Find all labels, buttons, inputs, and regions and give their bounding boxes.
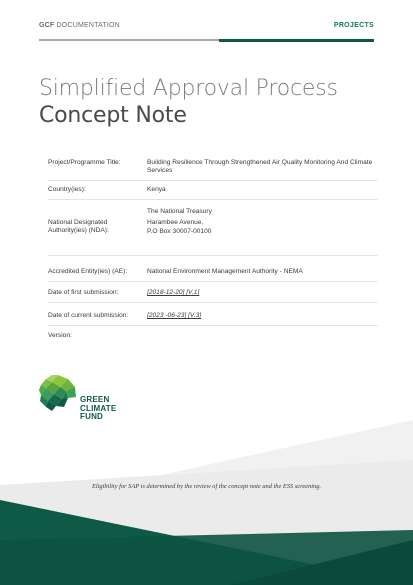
wordmark-line-green: GREEN (80, 395, 110, 404)
divider (48, 302, 378, 303)
footer-decoration (0, 420, 413, 585)
doc-category (39, 22, 120, 29)
divider (48, 180, 378, 181)
wordmark-line-climate: CLIMATE (80, 403, 117, 413)
divider (48, 255, 378, 256)
current-submission-value: [2023 -06-23] [V.3] (147, 312, 202, 319)
wordmark-line-fund: FUND (80, 412, 104, 421)
divider (48, 281, 378, 282)
gcf-wordmark (80, 396, 116, 422)
doc-category-bold: GCF (39, 22, 55, 29)
ae-value: National Environment Management Authority - NEMA (147, 268, 303, 275)
first-submission-label: Date of first submission: (48, 289, 119, 296)
divider (48, 199, 378, 200)
countries-label: Country(ies): (48, 186, 86, 193)
doc-category-rest: DOCUMENTATION (54, 22, 120, 29)
current-submission-label: Date of current submission: (48, 312, 129, 319)
sap-eligibility-note: Eligibility for SAP is determined by the review of the concept note and the ESS screening. (91, 483, 322, 490)
ae-label: Accredited Entity(ies) (AE): (48, 268, 128, 275)
gcf-globe-logo-icon (38, 373, 78, 413)
nda-value-line3: P.O Box 30007-00100 (147, 227, 212, 235)
project-title-value: Building Resilience Through Strengthened Air Quality Monitoring And Climate Services (147, 159, 373, 175)
nda-value-line2: Harambee Avenue, (147, 219, 204, 226)
nda-value-line1: The National Treasury (147, 208, 212, 215)
first-submission-value: [2018-12-20] [V.1] (147, 289, 200, 296)
document-subtitle: Concept Note (39, 103, 187, 128)
project-title-label: Project/Programme Title: (48, 159, 121, 166)
document-title: Simplified Approval Process (39, 76, 338, 101)
nda-label: National Designated Authority(ies) (NDA): (48, 219, 109, 235)
section-label: PROJECTS (333, 22, 374, 29)
header-rule-green (219, 39, 374, 42)
countries-value: Kenya (147, 186, 166, 193)
header-rule-grey (39, 39, 219, 41)
divider (48, 325, 378, 326)
version-label: Version: (48, 332, 72, 339)
